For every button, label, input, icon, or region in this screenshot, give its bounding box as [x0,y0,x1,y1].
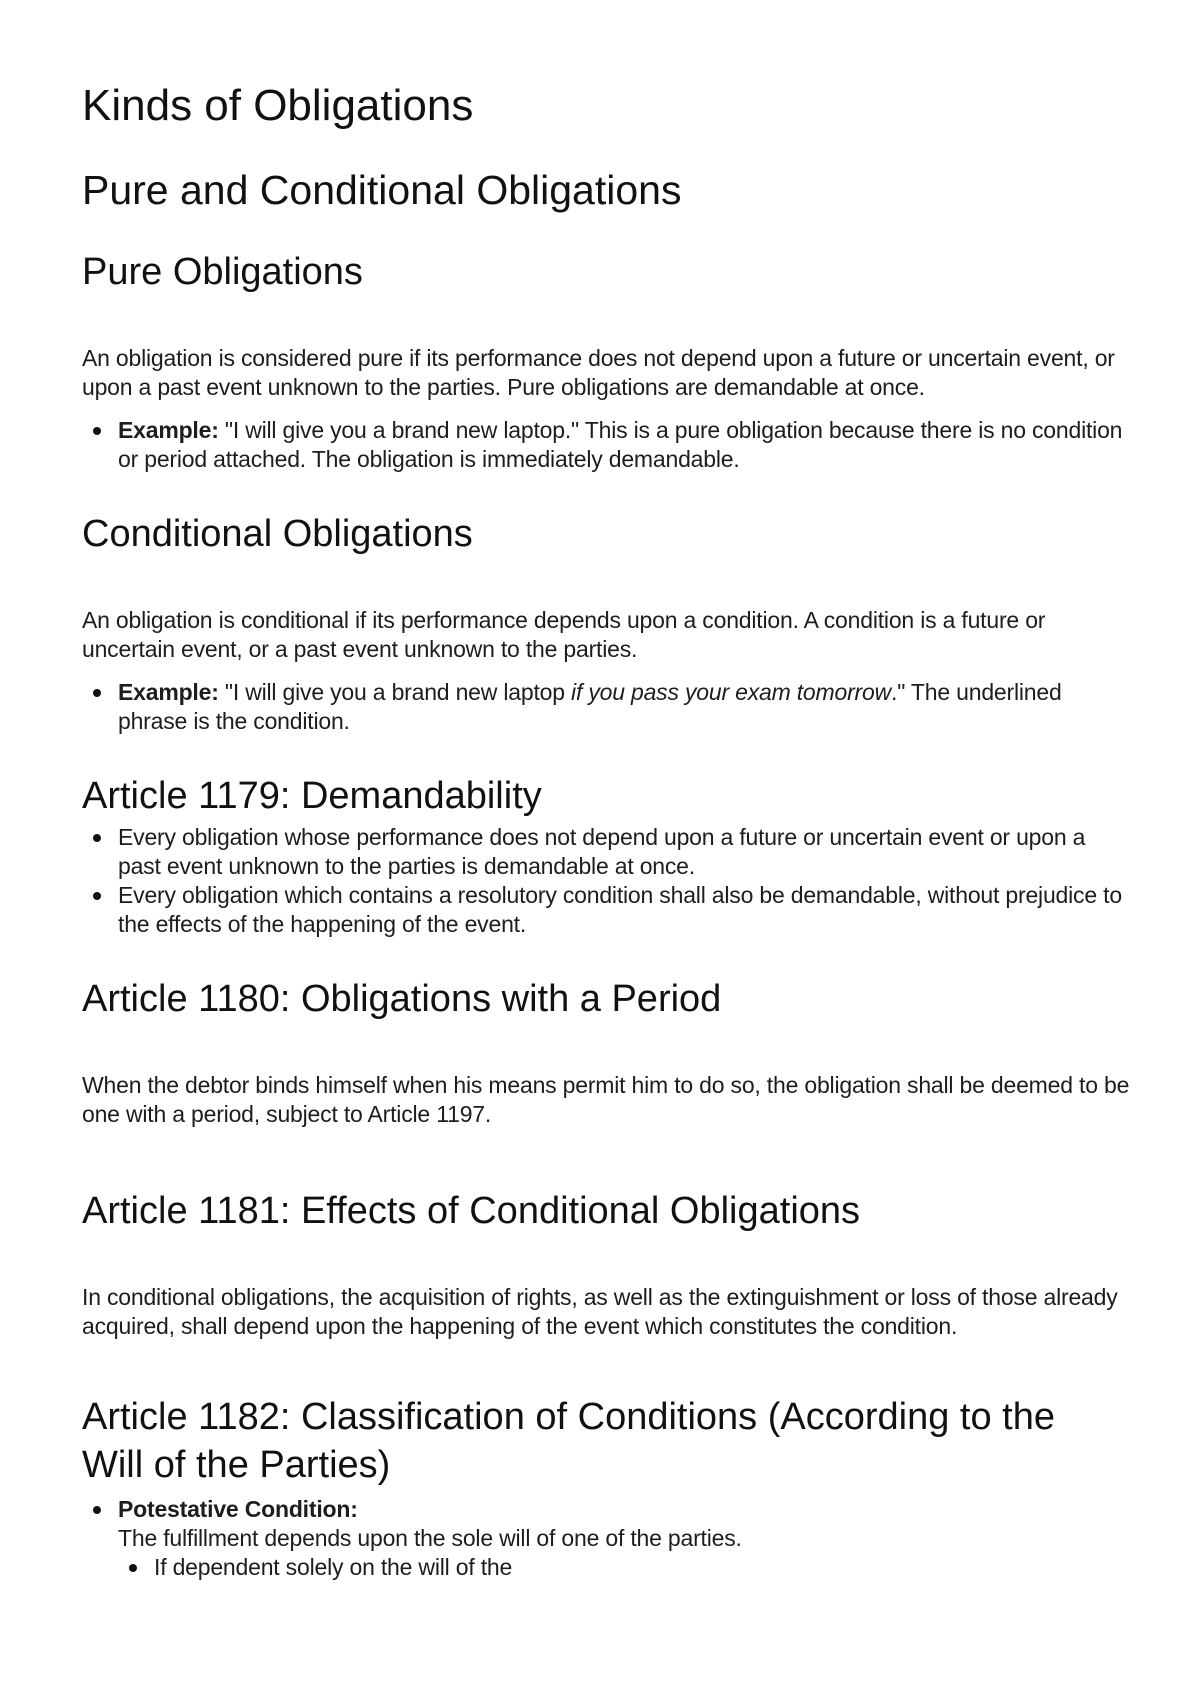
condition-phrase: if you pass your exam tomorrow [571,679,891,705]
list-item-text: Every obligation whose performance does not depend upon a future or uncertain event or upon a past event unknown to the parties is demandable at once. [118,824,1086,879]
pure-example-list [82,416,1132,474]
section-heading: Pure and Conditional Obligations [82,167,682,213]
article-1180-paragraph: When the debtor binds himself when his means permit him to do so, the obligation shall be deemed to be one with a period, subject to Article 1197. [82,1072,1130,1127]
conditional-example-list [82,678,1132,736]
document-title: Kinds of Obligations [82,81,474,130]
list-item [82,1495,1132,1582]
bullet-icon [93,427,101,435]
condition-type-text: The fulfillment depends upon the sole will of one of the parties. [118,1525,742,1551]
example-text-end: ." The underlined phrase is the condition. [118,679,1062,734]
article-1181-heading: Article 1181: Effects of Conditional Obligations [82,1190,861,1232]
nested-list-item [118,1553,1132,1582]
article-1182-list [82,1495,1132,1582]
article-1182-heading: Article 1182: Classification of Conditions (According to the Will of the Parties) [82,1396,1056,1486]
example-label: Example: [118,417,219,443]
article-1181-paragraph: In conditional obligations, the acquisition of rights, as well as the extinguishment or loss of those already acquired, shall depend upon the happening of the event which constitutes the condition. [82,1284,1118,1339]
nested-list-item-text: If dependent solely on the will of the [154,1554,513,1580]
bullet-icon [129,1564,137,1572]
example-text: "I will give you a brand new laptop." This is a pure obligation because there is no condition or period attached. The obligation is immediately demandable. [118,417,1123,472]
bullet-icon [93,1506,101,1514]
list-item [82,823,1132,881]
article-1180-heading: Article 1180: Obligations with a Period [82,978,722,1020]
article-1179-list [82,823,1132,939]
pure-obligations-heading: Pure Obligations [82,251,363,293]
list-item [82,881,1132,939]
bullet-icon [93,689,101,697]
list-item [82,678,1132,736]
conditional-obligations-heading: Conditional Obligations [82,513,473,555]
conditional-obligations-paragraph: An obligation is conditional if its performance depends upon a condition. A condition is a future or uncertain event, or a past event unknown to the parties. [82,607,1046,662]
document-page [82,78,1132,1582]
nested-list [118,1553,1132,1582]
bullet-icon [93,834,101,842]
bullet-icon [93,892,101,900]
example-text: "I will give you a brand new laptop [218,679,572,705]
article-1179-heading: Article 1179: Demandability [82,775,542,817]
condition-type-label: Potestative Condition: [118,1496,358,1522]
list-item [82,416,1132,474]
example-label: Example: [118,679,219,705]
list-item-text: Every obligation which contains a resolutory condition shall also be demandable, without prejudice to the effects of the happening of the event. [118,882,1122,937]
pure-obligations-paragraph: An obligation is considered pure if its performance does not depend upon a future or uncertain event, or upon a past event unknown to the parties. Pure obligations are demandable at once. [82,345,1115,400]
